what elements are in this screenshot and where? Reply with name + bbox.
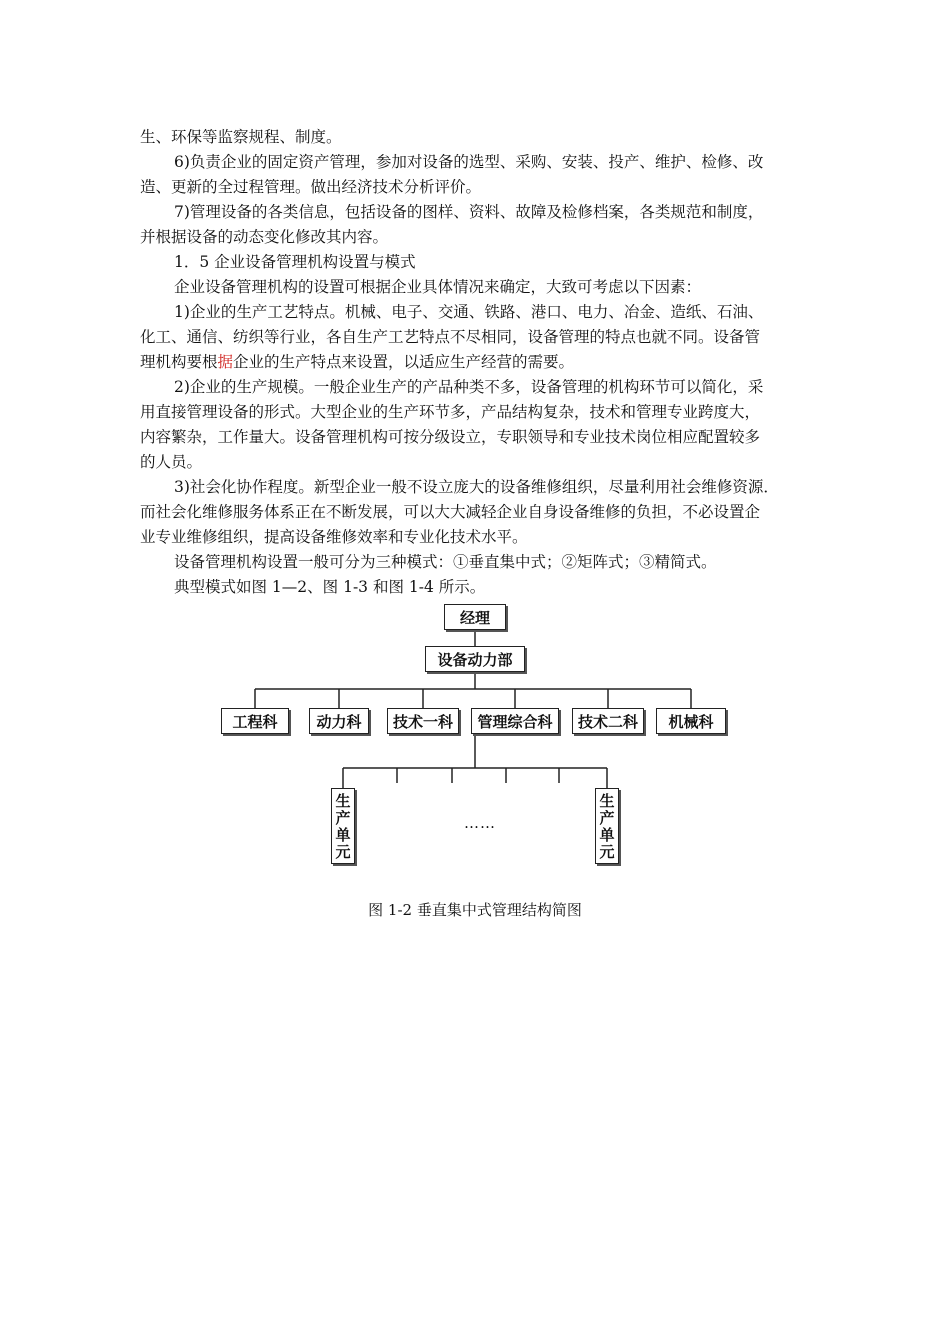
text-line: 2)企业的生产规模。一般企业生产的产品种类不多，设备管理的机构环节可以简化，采 (174, 378, 764, 396)
paragraph (140, 375, 820, 475)
text-line: 生、环保等监察规程、制度。 (140, 128, 342, 146)
org-node-production-unit-left: 生 产 单 元 (331, 788, 355, 864)
text-line: 7)管理设备的各类信息，包括设备的图样、资料、故障及检修档案，各类规范和制度， (174, 203, 764, 221)
org-node-engineering-section: 工程科 (221, 708, 289, 734)
text-line: 理机构要根据企业的生产特点来设置，以适应生产经营的需要。 (140, 353, 575, 371)
highlighted-char: 据 (217, 353, 234, 371)
org-node-technical-section-2: 技术二科 (572, 708, 644, 734)
text-line: 3)社会化协作程度。新型企业一般不设立庞大的设备维修组织，尽量利用社会维修资源． (174, 478, 779, 496)
org-node-manager: 经理 (444, 604, 506, 630)
figure-caption: 图 1-2 垂直集中式管理结构简图 (368, 901, 582, 919)
text-line: 内容繁杂，工作量大。设备管理机构可按分级设立，专职领导和专业技术岗位相应配置较多 (140, 428, 761, 446)
text-line: 并根据设备的动态变化修改其内容。 (140, 228, 389, 246)
org-node-equipment-power-dept: 设备动力部 (425, 646, 525, 672)
paragraph (140, 300, 820, 375)
paragraph (140, 250, 820, 275)
org-node-technical-section-1: 技术一科 (387, 708, 459, 734)
text-line: 用直接管理设备的形式。大型企业的生产环节多，产品结构复杂，技术和管理专业跨度大， (140, 403, 761, 421)
text-line: 6)负责企业的固定资产管理，参加对设备的选型、采购、安装、投产、维护、检修、改 (174, 153, 764, 171)
text-line: 1)企业的生产工艺特点。机械、电子、交通、铁路、港口、电力、冶金、造纸、石油、 (174, 303, 764, 321)
paragraph (140, 275, 820, 300)
text-line: 业专业维修组织，提高设备维修效率和专业化技术水平。 (140, 528, 528, 546)
org-node-power-section: 动力科 (309, 708, 369, 734)
paragraph (140, 125, 820, 150)
org-node-management-section: 管理综合科 (471, 708, 559, 734)
org-chart-ellipsis: …… (464, 814, 496, 832)
text-line: 的人员。 (140, 453, 203, 471)
text-line: 典型模式如图 1—2、图 1-3 和图 1-4 所示。 (174, 578, 486, 596)
paragraph (140, 200, 820, 250)
text-line: 而社会化维修服务体系正在不断发展，可以大大减轻企业自身设备维修的负担，不必设置企 (140, 503, 761, 521)
text-line: 造、更新的全过程管理。做出经济技术分析评价。 (140, 178, 482, 196)
paragraph (140, 475, 820, 550)
text-line: 设备管理机构设置一般可分为三种模式：①垂直集中式；②矩阵式；③精简式。 (174, 553, 717, 571)
org-chart-connectors (215, 596, 735, 876)
text-line: 企业设备管理机构的设置可根据企业具体情况来确定，大致可考虑以下因素： (174, 278, 702, 296)
paragraph (140, 550, 820, 575)
org-node-production-unit-right: 生 产 单 元 (595, 788, 619, 864)
org-node-machinery-section: 机械科 (656, 708, 726, 734)
text-line: 化工、通信、纺织等行业，各自生产工艺特点不尽相同，设备管理的特点也就不同。设备管 (140, 328, 761, 346)
paragraph (140, 150, 820, 200)
org-chart (215, 596, 735, 876)
text-line: 1．5 企业设备管理机构设置与模式 (174, 253, 416, 271)
